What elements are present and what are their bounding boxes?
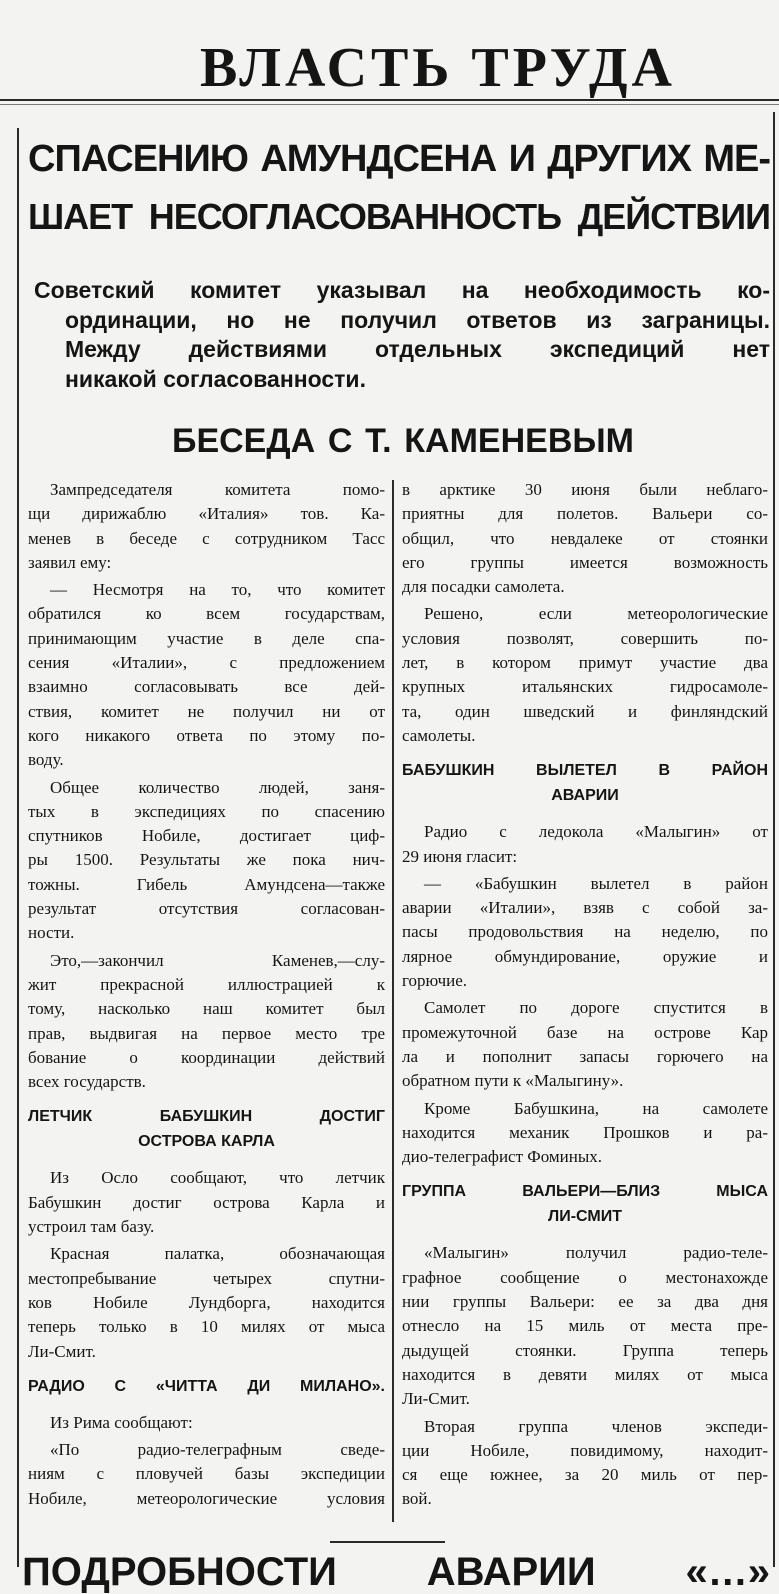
text-line: заявил ему: — [28, 552, 112, 572]
paragraph — [28, 1411, 385, 1435]
text-line: графное сообщение о местонахожде — [402, 1267, 768, 1287]
text-line: Самолет по дороге спустится в — [424, 998, 768, 1018]
text-line: Зампредседателя комитета помо- — [50, 480, 385, 499]
heading-line: ЛЕТЧИК БАБУШКИН ДОСТИГ — [28, 1108, 385, 1126]
text-line: щи дирижаблю «Италия» тов. Ка- — [28, 504, 385, 524]
main-headline — [28, 130, 770, 246]
article-column-left — [28, 478, 385, 1514]
text-line: воду. — [28, 750, 64, 770]
text-line: результат отсутствия согласован- — [28, 899, 385, 919]
subhead-line: ординации, но не получил ответов из заграницы. — [65, 306, 770, 333]
subhead-line: никакой согласованности. — [65, 365, 366, 392]
text-line: ла и пополнит запасы горючего на — [402, 1046, 768, 1066]
text-line: сения «Италии», с предложением — [28, 653, 385, 673]
text-line: лет, в котором примут участие два — [402, 653, 768, 673]
subhead-line: Советский комитет указывал на необходимость ко- — [34, 277, 770, 303]
section-title-text: БЕСЕДА С Т. КАМЕНЕВЫМ — [172, 422, 634, 460]
text-line: Ли-Смит. — [28, 1341, 96, 1361]
text-line: Из Осло сообщают, что летчик — [50, 1168, 385, 1188]
heading-line: ЛИ-СМИТ — [548, 1208, 622, 1226]
heading-line: ОСТРОВА КАРЛА — [138, 1133, 275, 1151]
text-line: ков Нобиле Лундборга, находится — [28, 1292, 385, 1312]
text-line: бование о координации действий — [28, 1047, 385, 1067]
text-line: дио-телеграфист Фоминых. — [402, 1147, 602, 1167]
subhead-line: Между действиями отдельных экспедиций нет — [65, 336, 770, 362]
text-line: 29 июня гласит: — [402, 846, 518, 866]
text-line: промежуточной базе на острове Кар — [402, 1022, 768, 1042]
paragraph — [402, 1415, 768, 1512]
text-line: ствия, комитет не получил ни от — [28, 701, 385, 721]
text-line: тожны. Гибель Амундсена—также — [28, 874, 385, 894]
text-line: аварии «Италии», взяв с собой за- — [402, 898, 768, 918]
article-end-rule — [330, 1541, 445, 1543]
paragraph — [402, 872, 768, 993]
paragraph — [28, 578, 385, 772]
column-separator — [392, 480, 394, 1522]
text-line: Кроме Бабушкина, на самолете — [424, 1098, 768, 1118]
text-line: Нобиле, метеорологические условия — [28, 1488, 385, 1508]
text-line: «По радио-телеграфным сведе- — [50, 1440, 385, 1460]
text-line: условия позволят, совершить по- — [402, 628, 768, 648]
text-line: пасы продовольствия на неделю, по — [402, 922, 768, 942]
text-line: отнесло на 15 миль от места пре- — [402, 1316, 768, 1336]
text-line: Красная палатка, обозначающая — [50, 1244, 385, 1264]
text-line: обратном пути к «Малыгину». — [402, 1071, 624, 1091]
text-line: крупных итальянских гидросамоле- — [402, 677, 768, 697]
text-line: спутников Нобиле, достигает циф- — [28, 826, 385, 846]
text-line: Решено, если метеорологические — [424, 604, 768, 624]
text-line: принимающим участие в деле спа- — [28, 628, 385, 648]
text-line: лярное обмундирование, оружие и — [402, 946, 768, 966]
text-line: находится в девяти милях от мыса — [402, 1364, 768, 1384]
text-line: «Малыгин» получил радио-теле- — [424, 1243, 768, 1263]
paragraph — [402, 820, 768, 869]
text-line: менев в беседе с сотрудником Тасс — [28, 528, 385, 548]
text-line: горючие. — [402, 971, 468, 991]
text-line: находится механик Прошков и ра- — [402, 1122, 768, 1142]
subsection-heading — [402, 758, 768, 808]
masthead-title: ВЛАСТЬ ТРУДА — [200, 37, 676, 99]
paragraph — [402, 602, 768, 748]
text-line: ся еще южнее, за 20 миль от пер- — [402, 1465, 768, 1485]
subsection-heading — [28, 1374, 385, 1399]
paragraph — [28, 949, 385, 1095]
paragraph — [28, 1242, 385, 1363]
frame-right-border — [773, 112, 775, 1567]
text-line: дыдущей стоянки. Группа теперь — [402, 1340, 768, 1360]
paragraph — [402, 996, 768, 1093]
paragraph — [28, 1438, 385, 1511]
paragraph — [402, 1097, 768, 1170]
paragraph — [402, 478, 768, 599]
text-line: тому, насколько наш комитет был — [28, 999, 385, 1019]
heading-line: АВАРИИ — [551, 787, 619, 805]
headline-line: ШАЕТ НЕСОГЛАСОВАННОСТЬ ДЕЙСТВИИ — [28, 196, 770, 237]
subsection-heading — [402, 1179, 768, 1229]
subsection-heading — [28, 1104, 385, 1154]
frame-left-border — [17, 128, 19, 1567]
next-article-headline: ПОДРОБНОСТИ АВАРИИ «…» — [22, 1550, 770, 1594]
text-line: — «Бабушкин вылетел в район — [424, 873, 768, 893]
text-line: та, один шведский и финляндский — [402, 701, 768, 721]
article-column-right — [402, 478, 768, 1515]
subheadline — [34, 276, 770, 394]
text-line: Из Рима сообщают: — [50, 1412, 193, 1432]
text-line: ры 1500. Результаты же пока нич- — [28, 850, 385, 870]
text-line: взаимно согласовывать все дей- — [28, 677, 385, 697]
text-line: Вторая группа членов экспеди- — [424, 1416, 768, 1436]
text-line: его группы имеется возможность — [402, 552, 768, 572]
masthead-rule — [0, 99, 779, 101]
text-line: обратился ко всем государствам, — [28, 604, 385, 624]
text-line: устроил там базу. — [28, 1217, 155, 1237]
text-line: ности. — [28, 923, 75, 943]
text-line: нии группы Вальери: ее за два дня — [402, 1292, 768, 1312]
heading-line: БАБУШКИН ВЫЛЕТЕЛ В РАЙОН — [402, 762, 768, 780]
section-title — [172, 412, 634, 470]
text-line: ниям с пловучей базы экспедиции — [28, 1464, 385, 1484]
text-line: ции Нобиле, повидимому, находит- — [402, 1440, 768, 1460]
paragraph — [402, 1241, 768, 1411]
text-line: общил, что невдалеке от стоянки — [402, 528, 768, 548]
text-line: жит прекрасной иллюстрацией к — [28, 974, 385, 994]
text-line: Радио с ледокола «Малыгин» от — [424, 822, 768, 842]
text-line: Ли-Смит. — [402, 1389, 470, 1409]
paragraph — [28, 1166, 385, 1239]
text-line: кого никакого ответа по этому по- — [28, 725, 385, 745]
paragraph — [28, 776, 385, 946]
text-line: всех государств. — [28, 1072, 146, 1092]
heading-line: ГРУППА ВАЛЬЕРИ—БЛИЗ МЫСА — [402, 1183, 768, 1201]
text-line: самолеты. — [402, 725, 476, 745]
heading-line: РАДИО С «ЧИТТА ДИ МИЛАНО». — [28, 1377, 385, 1395]
text-line: теперь только в 10 милях от мыса — [28, 1317, 385, 1337]
text-line: для посадки самолета. — [402, 577, 565, 597]
headline-line: СПАСЕНИЮ АМУНДСЕНА И ДРУГИХ МЕ- — [28, 138, 770, 180]
text-line: Это,—закончил Каменев,—слу- — [50, 950, 385, 970]
text-line: — Несмотря на то, что комитет — [50, 580, 385, 600]
paragraph — [28, 478, 385, 575]
masthead-rule-thin — [0, 104, 779, 105]
text-line: прав, выдвигая на первое место тре — [28, 1023, 385, 1043]
text-line: Общее количество людей, заня- — [50, 777, 385, 797]
text-line: Бабушкин достиг острова Карла и — [28, 1192, 385, 1212]
text-line: приятны для полетов. Вальери со- — [402, 504, 768, 524]
text-line: в арктике 30 июня были неблаго- — [402, 480, 768, 499]
text-line: местопребывание четырех спутни- — [28, 1268, 385, 1288]
text-line: тых в экспедициях по спасению — [28, 801, 385, 821]
text-line: вой. — [402, 1489, 432, 1509]
